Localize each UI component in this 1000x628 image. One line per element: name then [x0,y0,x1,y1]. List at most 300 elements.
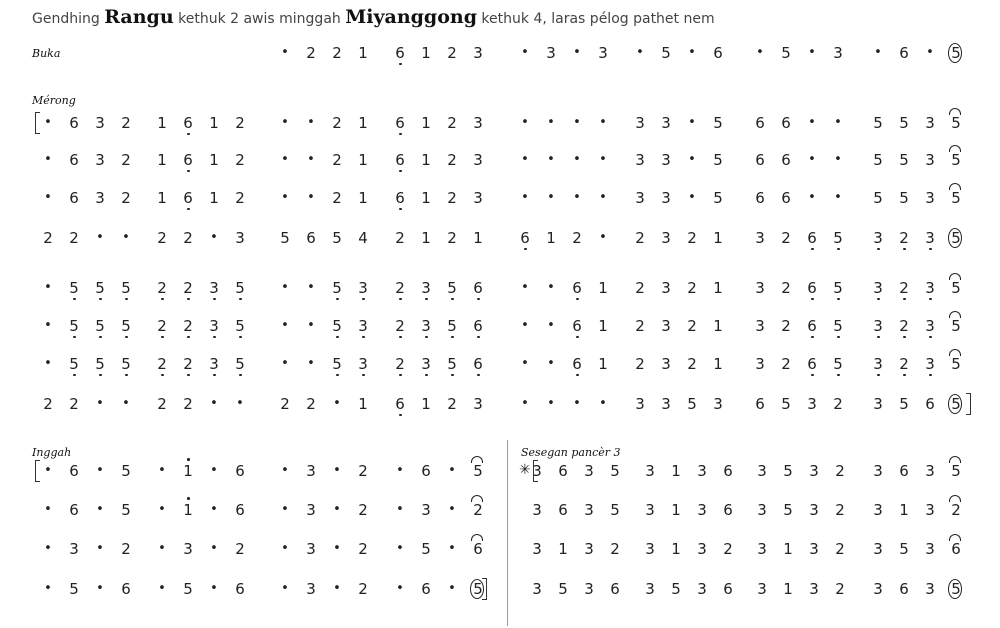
rest-dot: • [44,581,52,596]
note: 2 [332,151,342,169]
gatra [873,186,961,210]
note: 2 [447,44,457,62]
note: 2 [835,540,845,558]
rest-dot: • [96,463,104,478]
note: 6 [69,114,79,132]
note: 3 [635,114,645,132]
rest-dot: • [333,581,341,596]
note: 5 [610,501,620,519]
note: 5 [118,314,134,338]
rest-dot: • [448,541,456,556]
section-label-merong: Mérong [32,94,76,107]
note: 6 [723,462,733,480]
note: 3 [473,151,483,169]
gatra [44,186,131,210]
note: 1 [783,580,793,598]
rest-dot: • [333,541,341,556]
rest-dot: • [396,463,404,478]
note: 6 [470,352,486,376]
rest-dot: • [547,152,555,167]
note: 5 [121,462,131,480]
rest-dot: • [756,45,764,60]
note: 3 [755,229,765,247]
rest-dot: • [448,502,456,517]
rest-dot: • [396,541,404,556]
note: 1 [713,317,723,335]
gatra [756,41,843,65]
note: 3 [870,352,886,376]
rest-dot: • [808,152,816,167]
rest-dot: • [874,45,882,60]
gatra [873,392,961,416]
note: 1 [421,151,431,169]
note: 2 [447,114,457,132]
note: 2 [781,279,791,297]
kenong-note: 5 [948,352,964,376]
note: 3 [418,352,434,376]
note: 3 [922,314,938,338]
note: 6 [392,111,408,135]
note: 2 [447,189,457,207]
note: 1 [421,189,431,207]
rest-dot: • [521,318,529,333]
rest-dot: • [307,280,315,295]
gatra [157,186,245,210]
gong-note: 5 [470,577,486,601]
rest-dot: • [547,190,555,205]
note: 6 [69,462,79,480]
note: 6 [180,186,196,210]
rest-dot: • [281,152,289,167]
note: 6 [517,226,533,250]
note: 2 [896,314,912,338]
rest-dot: • [122,396,130,411]
gatra [755,314,843,338]
note: 5 [781,44,791,62]
note: 3 [925,189,935,207]
note: 6 [69,151,79,169]
note: 3 [532,540,542,558]
rest-dot: • [396,581,404,596]
gatra [281,111,368,135]
note: 3 [306,540,316,558]
note: 2 [43,395,53,413]
gatra [757,498,845,522]
rest-dot: • [96,396,104,411]
note: 2 [332,114,342,132]
note: 1 [180,498,196,522]
kenong-note: 5 [948,314,964,338]
gatra [645,577,733,601]
note: 1 [671,462,681,480]
rest-dot: • [834,190,842,205]
gatra [532,577,620,601]
section-label-sesegan: Sesegan pancèr 3 [521,446,621,459]
note: 6 [121,580,131,598]
rest-dot: • [636,45,644,60]
rest-dot: • [210,541,218,556]
note: 3 [873,501,883,519]
kenong-note: 2 [470,498,486,522]
note: 1 [358,44,368,62]
note: 3 [645,540,655,558]
note: 5 [183,580,193,598]
gatra [532,498,620,522]
note: 2 [392,352,408,376]
note: 5 [873,189,883,207]
gatra [44,276,131,300]
note: 3 [873,580,883,598]
rest-dot: • [307,152,315,167]
gatra [281,352,368,376]
note: 2 [572,229,582,247]
note: 1 [421,229,431,247]
notation-row [0,226,1000,250]
notation-row [0,537,1000,561]
note: 3 [925,501,935,519]
note: 3 [809,501,819,519]
rest-dot: • [808,115,816,130]
note: 3 [833,44,843,62]
gatra [755,226,843,250]
kenong-note: 5 [948,111,964,135]
note: 3 [922,276,938,300]
kenong-note: 6 [470,537,486,561]
note: 1 [358,114,368,132]
note: 6 [470,314,486,338]
note: 5 [873,114,883,132]
note: 6 [781,151,791,169]
note: 2 [121,151,131,169]
gatra [755,111,842,135]
note: 3 [757,540,767,558]
note: 2 [781,355,791,373]
note: 2 [358,501,368,519]
note: 5 [92,314,108,338]
rest-dot: • [808,45,816,60]
note: 2 [154,314,170,338]
note: 3 [925,540,935,558]
note: 2 [157,395,167,413]
rest-dot: • [96,230,104,245]
note: 2 [835,501,845,519]
kenong-note: 5 [948,276,964,300]
note: 3 [757,580,767,598]
note: 3 [809,540,819,558]
note: 3 [757,501,767,519]
gatra [757,537,845,561]
note: 3 [532,462,542,480]
note: 5 [329,352,345,376]
note: 2 [610,540,620,558]
note: 3 [584,540,594,558]
note: 6 [723,580,733,598]
gatra [645,537,733,561]
note: 6 [781,114,791,132]
rest-dot: • [281,318,289,333]
gatra [757,577,845,601]
note: 6 [470,276,486,300]
note: 1 [671,540,681,558]
note: 3 [661,317,671,335]
gatra [755,148,842,172]
rest-dot: • [96,541,104,556]
note: 3 [418,276,434,300]
gatra [395,148,483,172]
gatra [520,226,607,250]
note: 6 [235,501,245,519]
gatra [43,226,130,250]
note: 5 [783,501,793,519]
note: 1 [358,151,368,169]
notation-row [0,459,1000,483]
note: 3 [713,395,723,413]
gatra [521,392,607,416]
note: 5 [69,580,79,598]
rest-dot: • [44,318,52,333]
gatra [281,148,368,172]
note: 3 [697,501,707,519]
title-suffix: kethuk 4, laras pélog pathet nem [476,11,715,27]
note: 6 [610,580,620,598]
rest-dot: • [210,230,218,245]
note: 3 [418,314,434,338]
gatra [873,276,961,300]
gatra [873,352,961,376]
gatra [873,537,961,561]
note: 3 [421,501,431,519]
note: 2 [687,355,697,373]
note: 1 [209,189,219,207]
rest-dot: • [834,115,842,130]
gatra [873,577,961,601]
note: 6 [755,395,765,413]
gatra [532,537,620,561]
rest-dot: • [688,152,696,167]
note: 6 [69,189,79,207]
note: 1 [157,189,167,207]
rest-dot: • [281,115,289,130]
rest-dot: • [122,230,130,245]
gatra [635,148,723,172]
note: 2 [235,114,245,132]
rest-dot: • [547,396,555,411]
note: 5 [332,229,342,247]
note: 2 [121,189,131,207]
note: 6 [899,462,909,480]
gatra [157,314,245,338]
gatra [157,111,245,135]
note: 3 [235,229,245,247]
note: 2 [306,395,316,413]
note: 3 [925,151,935,169]
note: 6 [723,501,733,519]
gatra [43,392,130,416]
note: 6 [180,148,196,172]
note: 3 [661,395,671,413]
gatra [873,498,961,522]
gatra [281,276,368,300]
note: 3 [95,151,105,169]
note: 2 [43,229,53,247]
rest-dot: • [281,45,289,60]
note: 6 [306,229,316,247]
notation-row [0,392,1000,416]
rest-dot: • [808,190,816,205]
note: 1 [421,44,431,62]
kenong-note: 5 [948,148,964,172]
note: 2 [635,279,645,297]
note: 2 [235,540,245,558]
notation-row [0,111,1000,135]
note: 2 [835,462,845,480]
note: 5 [830,276,846,300]
rest-dot: • [281,280,289,295]
note: 6 [392,186,408,210]
note: 1 [713,355,723,373]
gong-note: 5 [948,226,964,250]
repeat-close-bracket [966,393,971,415]
note: 1 [421,114,431,132]
gatra [874,41,961,65]
rest-dot: • [396,502,404,517]
note: 2 [358,540,368,558]
note: 3 [925,580,935,598]
note: 2 [896,226,912,250]
note: 6 [69,501,79,519]
rest-dot: • [448,463,456,478]
note: 1 [157,151,167,169]
note: 5 [280,229,290,247]
rest-dot: • [281,541,289,556]
note: 2 [687,317,697,335]
note: 1 [546,229,556,247]
note: 2 [183,395,193,413]
note: 1 [899,501,909,519]
note: 5 [830,352,846,376]
note: 5 [830,314,846,338]
rest-dot: • [44,190,52,205]
note: 3 [661,279,671,297]
gatra [44,314,131,338]
note: 3 [95,189,105,207]
gong-note: 5 [948,41,964,65]
kenong-note: 5 [948,186,964,210]
rest-dot: • [573,190,581,205]
note: 5 [661,44,671,62]
rest-dot: • [521,280,529,295]
note: 5 [118,352,134,376]
rest-dot: • [281,463,289,478]
note: 3 [584,462,594,480]
rest-dot: • [573,115,581,130]
rest-dot: • [926,45,934,60]
rest-dot: • [307,318,315,333]
gatra [395,276,483,300]
note: 6 [781,189,791,207]
note: 2 [358,462,368,480]
gatra [645,459,733,483]
note: 2 [69,229,79,247]
note: 5 [444,314,460,338]
notation-row [0,577,1000,601]
rest-dot: • [236,396,244,411]
rest-dot: • [44,152,52,167]
note: 3 [809,580,819,598]
gong-note: 5 [948,577,964,601]
note: 5 [899,395,909,413]
note: 6 [755,151,765,169]
rest-dot: • [307,356,315,371]
note: 2 [121,540,131,558]
gatra [521,148,607,172]
note: 2 [183,229,193,247]
note: 3 [584,501,594,519]
rest-dot: • [573,396,581,411]
note: 6 [558,462,568,480]
gatra [873,111,961,135]
gatra [395,352,483,376]
note: 6 [180,111,196,135]
note: 2 [635,317,645,335]
note: 2 [306,44,316,62]
note: 3 [873,462,883,480]
rest-dot: • [521,152,529,167]
note: 5 [610,462,620,480]
gatra [521,276,608,300]
rest-dot: • [688,115,696,130]
note: 3 [183,540,193,558]
gatra [521,186,607,210]
rest-dot: • [448,581,456,596]
note: 2 [392,276,408,300]
note: 5 [232,352,248,376]
note: 2 [447,151,457,169]
title-prefix: Gendhing [32,11,105,27]
note: 3 [532,501,542,519]
rest-dot: • [210,502,218,517]
note: 2 [781,317,791,335]
notation-row [0,314,1000,338]
gatra [395,392,483,416]
note: 5 [687,395,697,413]
note: 5 [899,151,909,169]
note: 6 [392,148,408,172]
gatra [755,186,842,210]
gatra [635,186,723,210]
rest-dot: • [573,152,581,167]
note: 5 [671,580,681,598]
rest-dot: • [521,190,529,205]
note: 2 [121,114,131,132]
note: 3 [69,540,79,558]
note: 3 [661,355,671,373]
note: 6 [392,392,408,416]
rest-dot: • [44,541,52,556]
gatra [44,111,131,135]
note: 1 [558,540,568,558]
note: 4 [358,229,368,247]
rest-dot: • [281,502,289,517]
note: 6 [569,352,585,376]
kenong-note: 2 [948,498,964,522]
rest-dot: • [158,541,166,556]
rest-dot: • [281,356,289,371]
note: 5 [783,462,793,480]
gatra [44,352,131,376]
note: 5 [713,151,723,169]
note: 6 [899,44,909,62]
